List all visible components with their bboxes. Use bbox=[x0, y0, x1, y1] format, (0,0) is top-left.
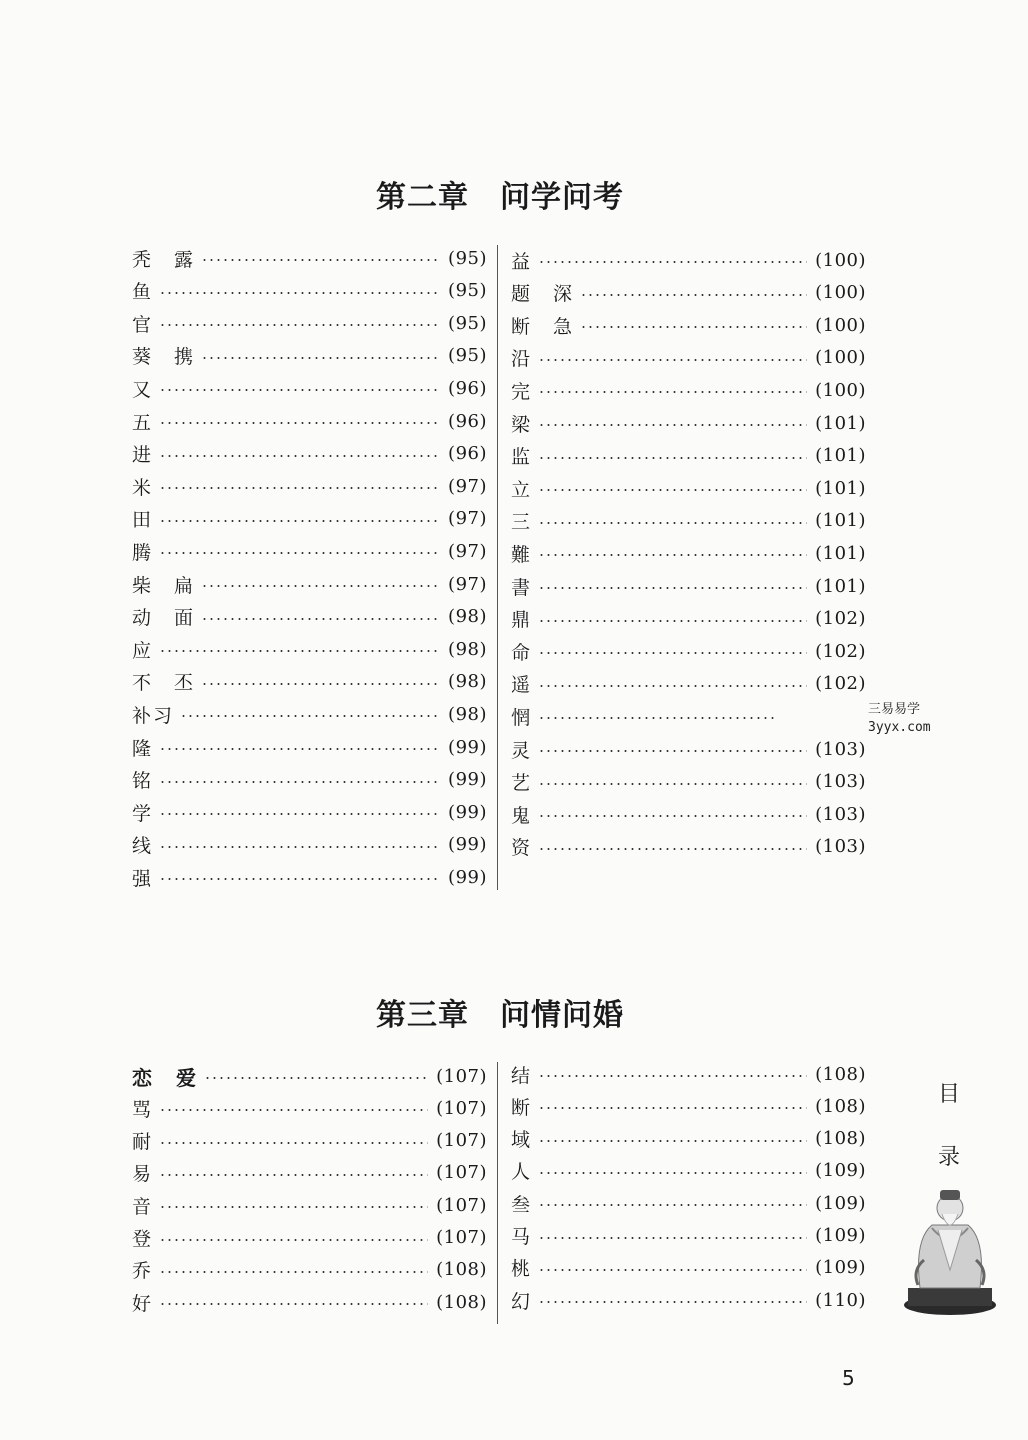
toc-entry bbox=[132, 276, 487, 306]
toc-entry-page: (107) bbox=[436, 1194, 487, 1216]
toc-entry bbox=[511, 701, 866, 731]
dot-leader bbox=[538, 620, 807, 622]
toc-entry-title: 资 bbox=[511, 837, 533, 860]
dot-leader bbox=[159, 422, 440, 424]
toc-entry bbox=[511, 538, 866, 568]
toc-entry-title: 米 bbox=[132, 476, 154, 499]
dot-leader bbox=[538, 815, 807, 817]
toc-entry bbox=[132, 699, 487, 729]
toc-entry-title: 命 bbox=[511, 641, 533, 664]
toc-entry-title: 人 bbox=[511, 1161, 533, 1184]
toc-entry bbox=[132, 1093, 487, 1123]
watermark-line-2: 3yyx.com bbox=[868, 720, 931, 735]
dot-leader bbox=[580, 326, 807, 328]
toc-entry-title: 域 bbox=[511, 1129, 533, 1152]
dot-leader bbox=[159, 878, 440, 880]
toc-entry-page: (103) bbox=[815, 803, 866, 825]
toc-entry bbox=[132, 797, 487, 827]
toc-entry bbox=[132, 373, 487, 403]
dot-leader bbox=[159, 324, 440, 326]
toc-entry bbox=[132, 1190, 487, 1220]
toc-entry-title: 骂 bbox=[132, 1098, 154, 1121]
toc-entry bbox=[511, 375, 866, 405]
toc-entry-title: 田 bbox=[132, 509, 154, 532]
toc-entry bbox=[132, 862, 487, 892]
dot-leader bbox=[538, 1140, 807, 1142]
toc-entry-page: (107) bbox=[436, 1130, 487, 1152]
dot-leader bbox=[180, 715, 440, 717]
toc-entry-title: 铭 bbox=[132, 770, 154, 793]
sage-statue-figure bbox=[902, 1170, 998, 1320]
toc-entry-title: 立 bbox=[511, 478, 533, 501]
toc-entry-title: 惘 bbox=[511, 706, 533, 729]
toc-entry-page: (98) bbox=[448, 638, 487, 660]
dot-leader bbox=[538, 783, 807, 785]
dot-leader bbox=[159, 1174, 428, 1176]
toc-entry-title: 动 面 bbox=[132, 607, 196, 630]
dot-leader bbox=[538, 1301, 807, 1303]
watermark-line-1: 三易易学 bbox=[868, 702, 921, 717]
toc-entry-title: 完 bbox=[511, 380, 533, 403]
toc-entry-page: (100) bbox=[815, 347, 866, 369]
toc-entry bbox=[132, 765, 487, 795]
toc-entry-title: 恋 爱 bbox=[132, 1065, 198, 1090]
toc-entry-title: 柴 扁 bbox=[132, 574, 196, 597]
toc-entry-page: (96) bbox=[448, 410, 487, 432]
dot-leader bbox=[159, 1142, 428, 1144]
toc-entry bbox=[132, 667, 487, 697]
toc-entry-page: (99) bbox=[448, 736, 487, 758]
toc-entry-title: 监 bbox=[511, 446, 533, 469]
toc-entry-title: 幻 bbox=[511, 1290, 533, 1313]
toc-entry bbox=[132, 1158, 487, 1188]
toc-entry-page: (103) bbox=[815, 738, 866, 760]
toc-entry-page: (107) bbox=[436, 1227, 487, 1248]
toc-entry-page: (107) bbox=[436, 1065, 487, 1087]
toc-entry bbox=[132, 536, 487, 566]
toc-entry bbox=[132, 341, 487, 371]
dot-leader bbox=[538, 750, 807, 752]
toc-entry bbox=[132, 308, 487, 338]
toc-entry-page: (99) bbox=[448, 801, 487, 823]
toc-entry-page: (108) bbox=[815, 1063, 866, 1085]
toc-entry-page: (99) bbox=[448, 769, 487, 791]
dot-leader bbox=[538, 522, 807, 524]
toc-entry-title: 强 bbox=[132, 867, 154, 890]
dot-leader bbox=[159, 389, 440, 391]
dot-leader bbox=[538, 1204, 807, 1206]
toc-entry-page: (103) bbox=[815, 836, 866, 858]
toc-entry-page: (100) bbox=[815, 249, 866, 271]
toc-entry-page: (100) bbox=[815, 314, 866, 336]
toc-entry-page: (101) bbox=[815, 510, 866, 532]
toc-entry-title: 腾 bbox=[132, 541, 154, 564]
toc-entry-page: (109) bbox=[815, 1192, 866, 1214]
toc-entry bbox=[511, 1285, 866, 1315]
dot-leader bbox=[159, 1239, 428, 1241]
toc-entry-title: 乔 bbox=[132, 1260, 154, 1283]
dot-leader bbox=[201, 618, 440, 620]
toc-entry-title: 葵 携 bbox=[132, 346, 196, 369]
toc-entry-page: (96) bbox=[448, 377, 487, 399]
toc-entry-page: (98) bbox=[448, 671, 487, 693]
toc-entry bbox=[511, 343, 866, 373]
toc-entry-title: 沿 bbox=[511, 348, 533, 371]
chapter-2-title: 第二章 问学问考 bbox=[376, 180, 624, 215]
toc-entry bbox=[132, 569, 487, 599]
dot-leader bbox=[538, 587, 807, 589]
toc-entry-page: (101) bbox=[815, 542, 866, 564]
toc-entry bbox=[132, 504, 487, 534]
toc-entry bbox=[511, 1253, 866, 1283]
toc-entry-title: 不 丕 bbox=[132, 672, 196, 695]
toc-entry-title: 又 bbox=[132, 378, 154, 401]
toc-entry bbox=[511, 669, 866, 699]
toc-entry-title: 断 急 bbox=[511, 315, 575, 338]
toc-entry bbox=[132, 439, 487, 469]
watermark-text bbox=[868, 701, 931, 737]
toc-entry-page: (99) bbox=[448, 834, 487, 856]
toc-entry-title: 遥 bbox=[511, 674, 533, 697]
toc-entry-title: 灵 bbox=[511, 739, 533, 762]
dot-leader bbox=[538, 1107, 807, 1109]
toc-entry-page: (96) bbox=[448, 443, 487, 465]
dot-leader bbox=[159, 781, 440, 783]
toc-entry-title: 五 bbox=[132, 411, 154, 434]
toc-entry bbox=[511, 1124, 866, 1154]
toc-entry bbox=[511, 799, 866, 829]
dot-leader bbox=[538, 359, 807, 361]
toc-entry-page: (109) bbox=[815, 1225, 866, 1246]
page-number: 5 bbox=[842, 1366, 855, 1390]
toc-entry bbox=[132, 1287, 487, 1317]
toc-entry bbox=[132, 1126, 487, 1156]
toc-entry-page: (95) bbox=[448, 345, 487, 367]
toc-entry-title: 叁 bbox=[511, 1193, 533, 1216]
toc-entry-title: 登 bbox=[132, 1228, 154, 1250]
toc-entry-title: 马 bbox=[511, 1226, 533, 1248]
dot-leader bbox=[159, 487, 440, 489]
toc-entry-page: (97) bbox=[448, 573, 487, 595]
toc-entry-title: 官 bbox=[132, 313, 154, 336]
toc-entry-title: 结 bbox=[511, 1064, 533, 1087]
toc-entry bbox=[511, 1221, 866, 1251]
toc-entry bbox=[511, 278, 866, 308]
toc-entry-title: 鬼 bbox=[511, 804, 533, 827]
toc-entry-title: 艺 bbox=[511, 772, 533, 795]
dot-leader bbox=[538, 457, 807, 459]
toc-entry-page: (107) bbox=[436, 1162, 487, 1184]
toc-entry-page: (97) bbox=[448, 540, 487, 562]
toc-entry-page: (108) bbox=[436, 1259, 487, 1281]
toc-entry-page: (99) bbox=[448, 866, 487, 888]
toc-entry bbox=[132, 602, 487, 632]
dot-leader bbox=[159, 748, 440, 750]
toc-entry bbox=[511, 1188, 866, 1218]
dot-leader bbox=[538, 489, 807, 491]
toc-entry-page: (109) bbox=[815, 1160, 866, 1182]
toc-entry bbox=[511, 310, 866, 340]
toc-entry-page: (101) bbox=[815, 575, 866, 597]
toc-entry-page: (108) bbox=[436, 1291, 487, 1313]
toc-entry bbox=[511, 441, 866, 471]
toc-entry bbox=[132, 732, 487, 762]
toc-entry-title: 鼎 bbox=[511, 609, 533, 632]
dot-leader bbox=[159, 520, 440, 522]
dot-leader bbox=[538, 424, 807, 426]
toc-entry-title: 三 bbox=[511, 511, 533, 534]
toc-entry-page: (101) bbox=[815, 445, 866, 467]
dot-leader bbox=[159, 292, 440, 294]
toc-entry bbox=[132, 1061, 487, 1091]
dot-leader bbox=[538, 685, 807, 687]
dot-leader bbox=[538, 391, 807, 393]
toc-entry-page: (101) bbox=[815, 477, 866, 499]
dot-leader bbox=[159, 650, 440, 652]
toc-entry-title: 易 bbox=[132, 1163, 154, 1186]
dot-leader bbox=[538, 261, 807, 263]
toc-entry bbox=[511, 1156, 866, 1186]
toc-entry-title: 应 bbox=[132, 639, 154, 662]
toc-entry-title: 断 bbox=[511, 1096, 533, 1119]
dot-leader bbox=[201, 357, 440, 359]
toc-entry-title: 桃 bbox=[511, 1258, 533, 1281]
toc-entry-page: (109) bbox=[815, 1257, 866, 1279]
dot-leader bbox=[159, 1271, 428, 1273]
toc-entry-title: 隆 bbox=[132, 737, 154, 760]
toc-entry bbox=[511, 832, 866, 862]
toc-entry-page: (97) bbox=[448, 475, 487, 497]
toc-entry-title: 梁 bbox=[511, 413, 533, 436]
toc-entry bbox=[511, 1059, 866, 1089]
toc-entry-title: 好 bbox=[132, 1292, 154, 1315]
toc-entry-title: 耐 bbox=[132, 1131, 154, 1154]
dot-leader bbox=[538, 1172, 807, 1174]
toc-entry bbox=[132, 406, 487, 436]
dot-leader bbox=[159, 813, 440, 815]
toc-entry bbox=[511, 636, 866, 666]
toc-entry-page: (95) bbox=[448, 312, 487, 334]
toc-entry-page: (102) bbox=[815, 608, 866, 630]
toc-entry-title: 益 bbox=[511, 250, 533, 273]
toc-entry-page: (102) bbox=[815, 640, 866, 662]
toc-entry-title: 難 bbox=[511, 543, 533, 566]
side-label-lu: 录 bbox=[938, 1145, 961, 1170]
toc-entry-page: (102) bbox=[815, 673, 866, 695]
toc-entry-page: (97) bbox=[448, 508, 487, 530]
toc-entry-page: (98) bbox=[448, 703, 487, 725]
toc-entry bbox=[511, 604, 866, 634]
dot-leader bbox=[538, 554, 807, 556]
dot-leader bbox=[201, 259, 440, 261]
toc-entry bbox=[511, 734, 866, 764]
toc-entry-page: (95) bbox=[448, 247, 487, 269]
chapter-3-title: 第三章 问情问婚 bbox=[376, 998, 624, 1033]
toc-entry bbox=[132, 830, 487, 860]
dot-leader bbox=[538, 1269, 807, 1271]
toc-entry bbox=[511, 408, 866, 438]
dot-leader bbox=[538, 1075, 807, 1077]
toc-entry bbox=[511, 571, 866, 601]
toc-entry-page: (110) bbox=[815, 1289, 866, 1311]
toc-entry bbox=[511, 506, 866, 536]
toc-entry-title: 学 bbox=[132, 802, 154, 825]
toc-entry-page: (107) bbox=[436, 1097, 487, 1119]
toc-entry-page: (95) bbox=[448, 280, 487, 302]
dot-leader bbox=[159, 1303, 428, 1305]
toc-entry bbox=[132, 243, 487, 273]
dot-leader bbox=[159, 552, 440, 554]
dot-leader bbox=[159, 455, 440, 457]
toc-entry bbox=[132, 1255, 487, 1285]
dot-leader bbox=[538, 848, 807, 850]
column-divider bbox=[497, 245, 498, 890]
toc-entry-title: 鱼 bbox=[132, 281, 154, 304]
column-divider bbox=[497, 1062, 498, 1324]
toc-entry bbox=[132, 634, 487, 664]
toc-entry-page: (100) bbox=[815, 379, 866, 401]
toc-entry bbox=[511, 245, 866, 275]
dot-leader bbox=[538, 717, 776, 719]
dot-leader bbox=[201, 683, 440, 685]
toc-entry-page: (98) bbox=[448, 606, 487, 628]
dot-leader bbox=[159, 1206, 428, 1208]
toc-entry-title: 書 bbox=[511, 576, 533, 599]
toc-entry bbox=[511, 1091, 866, 1121]
toc-entry-title: 音 bbox=[132, 1195, 154, 1218]
toc-entry bbox=[132, 471, 487, 501]
toc-entry-page: (108) bbox=[815, 1095, 866, 1117]
dot-leader bbox=[204, 1077, 428, 1079]
toc-entry-title: 题 深 bbox=[511, 283, 575, 306]
dot-leader bbox=[159, 846, 440, 848]
toc-entry bbox=[132, 1223, 487, 1253]
dot-leader bbox=[580, 294, 807, 296]
toc-entry-title: 进 bbox=[132, 444, 154, 467]
toc-entry-page: (103) bbox=[815, 771, 866, 793]
dot-leader bbox=[159, 1109, 428, 1111]
toc-entry-title: 秃 露 bbox=[132, 248, 196, 271]
dot-leader bbox=[538, 1237, 807, 1239]
toc-entry-title: 补习 bbox=[132, 704, 175, 727]
dot-leader bbox=[538, 652, 807, 654]
side-label-mu: 目 bbox=[938, 1082, 961, 1107]
dot-leader bbox=[201, 585, 440, 587]
toc-entry-title: 线 bbox=[132, 835, 154, 858]
toc-entry-page: (100) bbox=[815, 282, 866, 304]
toc-entry bbox=[511, 767, 866, 797]
toc-entry bbox=[511, 473, 866, 503]
toc-entry-page: (108) bbox=[815, 1128, 866, 1150]
toc-entry-page: (101) bbox=[815, 412, 866, 434]
